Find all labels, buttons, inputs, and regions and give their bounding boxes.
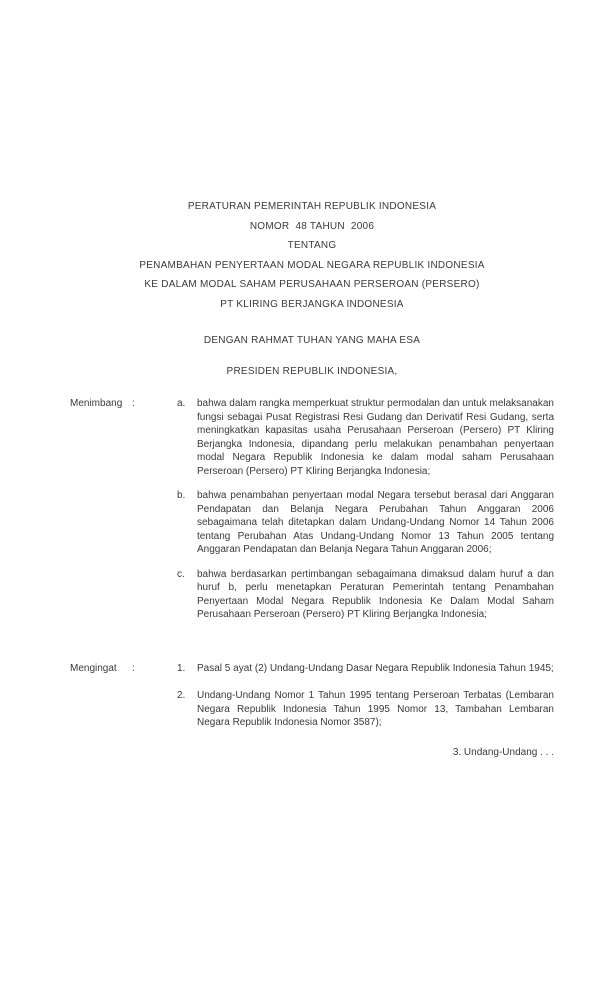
section-mengingat (70, 662, 554, 730)
title-line-subject-3: PT KLIRING BERJANGKA INDONESIA (220, 298, 404, 310)
item-text: bahwa berdasarkan pertimbangan sebagaimana dimaksud dalam huruf a dan huruf b, perlu menetapkan Peraturan Pemerintah tentang Penambahan Penyertaan Modal Negara Republik Indonesia Ke Dalam Modal Saham Perusahaan Perseroan (Persero) PT Kliring Berjangka Indonesia; (197, 568, 554, 620)
mengingat-item-2 (177, 689, 554, 730)
item-text: Undang-Undang Nomor 1 Tahun 1995 tentang Perseroan Terbatas (Lembaran Negara Republik Indonesia Tahun 1995 Nomor 13, Tambahan Lembaran Negara Republik Indonesia Nomor 3587); (197, 690, 554, 728)
menimbang-item-c (177, 568, 554, 622)
mengingat-label: Mengingat (70, 662, 117, 674)
menimbang-label: Menimbang (70, 398, 123, 409)
president-line: PRESIDEN REPUBLIK INDONESIA, (226, 366, 398, 377)
mengingat-item-1 (177, 662, 554, 676)
mengingat-colon: : (132, 662, 135, 674)
item-marker: c. (177, 568, 185, 580)
menimbang-colon: : (132, 398, 135, 409)
menimbang-item-a (177, 397, 554, 478)
item-text: bahwa dalam rangka memperkuat struktur permodalan dan untuk melaksanakan fungsi sebagai Pusat Registrasi Resi Gudang dan Derivatif Resi Gudang, serta meningkatkan kapasitas usaha Perusahaan Perseroan (Persero) PT Kliring Berjangka Indonesia, dipandang perlu melakukan penambahan penyertaan modal Negara Republik Indonesia ke dalam modal saham Perusahaan Perseroan (Persero) PT Kliring Berjangka Indonesia; (197, 398, 554, 477)
page-continuation-catchword: 3. Undang-Undang . . . (452, 746, 554, 758)
item-text: bahwa penambahan penyertaan modal Negara tersebut berasal dari Anggaran Pendapatan dan Belanja Negara Perubahan Tahun Anggaran 2006 sebagaimana telah ditetapkan dalam Undang-Undang Nomor 14 Tahun 2006 tentang Perubahan Atas Undang-Undang Nomor 13 Tahun 2005 tentang Anggaran Pendapatan dan Belanja Negara Tahun Anggaran 2006; (197, 490, 554, 555)
title-line-tentang: TENTANG (287, 240, 337, 251)
item-text: Pasal 5 ayat (2) Undang-Undang Dasar Negara Republik Indonesia Tahun 1945; (197, 662, 554, 674)
item-marker: 2. (177, 690, 186, 701)
document-title-block (70, 197, 554, 314)
title-line-subject-2: KE DALAM MODAL SAHAM PERUSAHAAN PERSEROAN (PERSERO) (144, 279, 480, 290)
motto-line: DENGAN RAHMAT TUHAN YANG MAHA ESA (203, 335, 421, 346)
item-marker: 1. (177, 662, 186, 674)
title-line-regulation: PERATURAN PEMERINTAH REPUBLIK INDONESIA (187, 201, 437, 212)
title-line-number: NOMOR 48 TAHUN 2006 (249, 220, 375, 232)
section-menimbang (70, 397, 554, 622)
mengingat-items (177, 662, 554, 730)
item-marker: a. (177, 398, 186, 409)
menimbang-items (177, 397, 554, 622)
menimbang-item-b (177, 489, 554, 557)
item-marker: b. (177, 490, 186, 501)
title-line-subject-1: PENAMBAHAN PENYERTAAN MODAL NEGARA REPUBLIK INDONESIA (139, 259, 485, 271)
